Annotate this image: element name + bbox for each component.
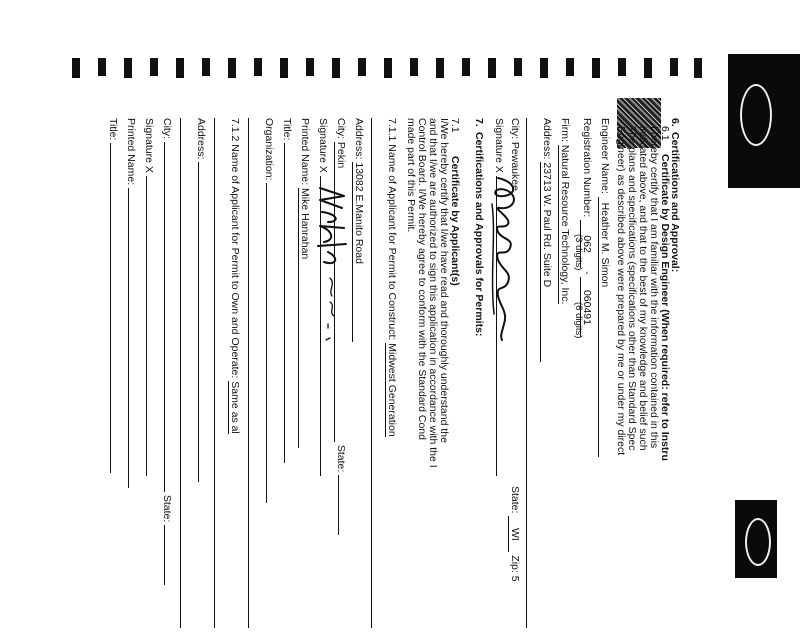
engineer-state-label: State: [509, 486, 521, 514]
applicant-line-3: Control Board. I/We hereby agree to conform with the Standard Cond [416, 118, 428, 440]
construct-label: 7.1.1 Name of Applicant for Permit to Construct: [386, 118, 398, 341]
engineer-state-value: WI [509, 527, 521, 541]
construct-title-row [282, 118, 293, 463]
engineer-address-field[interactable] [541, 162, 553, 362]
firm-label: Firm: [559, 118, 571, 142]
firm-field[interactable] [559, 145, 571, 305]
operate-separator [212, 118, 223, 638]
cert-design-line-1: I hereby certify that I am familiar with the information contained in this [648, 126, 660, 449]
org-separator [246, 118, 257, 638]
operate-label: 7.1.2 Name of Applicant for Permit to Own and Operate: [229, 118, 241, 379]
section-7-title: Certifications and Approvals for Permits: [473, 132, 485, 337]
engineer-address-label: Address: [541, 118, 553, 160]
engineer-signature [488, 174, 522, 344]
engineer-name-label: Engineer Name: [599, 118, 611, 194]
construct-address-field[interactable] [353, 162, 365, 342]
construct-title-field[interactable] [284, 143, 285, 463]
operate-row [229, 118, 241, 434]
form-page [100, 118, 680, 618]
construct-address-row [353, 118, 365, 342]
engineer-city-value[interactable]: Pewaukee [509, 141, 521, 191]
operate-address-separator [178, 118, 189, 638]
operate-title-field[interactable] [110, 143, 111, 473]
operate-address-label: Address: [195, 118, 207, 160]
construct-printed-field[interactable] [299, 188, 311, 448]
firm-row [559, 118, 571, 304]
construct-field[interactable] [386, 343, 398, 436]
construct-state-field[interactable] [338, 475, 339, 535]
construct-printed-row [299, 118, 311, 448]
registration-label: Registration Number: [581, 118, 593, 218]
operate-city-row [162, 118, 173, 585]
construct-address-value: 13082 E.Manito Road [353, 162, 365, 264]
operate-signature-line[interactable] [146, 176, 147, 476]
engineer-name-row [599, 118, 611, 457]
construct-org-row [264, 118, 275, 503]
engineer-address-value: 23713 W. Paul Rd. Suite D [541, 162, 553, 288]
firm-value: Natural Resource Technology, Inc. [559, 144, 571, 305]
construct-signature-label: Signature X [317, 118, 329, 173]
operate-state-label: State: [161, 494, 173, 523]
engineer-zip-value[interactable]: 5 [509, 575, 521, 582]
operate-address-row [196, 118, 207, 482]
construct-org-field[interactable] [266, 183, 267, 503]
engineer-separator [524, 118, 535, 638]
operate-printed-field[interactable] [128, 188, 129, 488]
engineer-signature-label: Signature X [493, 118, 505, 173]
applicant-number: 7.1 [449, 118, 461, 133]
applicant-heading: Certificate by Applicant(s) [449, 156, 461, 286]
engineer-city-label: City: [509, 118, 521, 139]
reg-prefix-hint: (3 digits) [573, 234, 584, 271]
construct-separator [369, 118, 380, 638]
binder-perforation [72, 58, 712, 80]
construct-city-value: Pekin [335, 141, 347, 169]
reg-number-hint: (6 digits) [573, 302, 584, 339]
construct-org-label: Organization: [263, 118, 275, 181]
operate-city-field[interactable] [164, 142, 165, 492]
cert-design-line-4: Engineer) as described above were prepared by me or under my direct [615, 126, 627, 456]
applicant-line-4: made part of this Permit. [405, 118, 417, 233]
cert-design-line-2: indicated above, and that to the best of my knowledge and belief such [637, 126, 649, 451]
cert-design-heading: Certificate by Design Engineer (When required: refer to Instru [659, 154, 671, 461]
operate-value: Same as al [229, 381, 241, 434]
engineer-state-field[interactable] [509, 516, 521, 552]
engineer-state-row [509, 486, 521, 582]
reg-prefix-value: 062 [581, 235, 593, 253]
operate-city-label: City: [161, 118, 173, 139]
applicant-line-2: and that I/we are authorized to sign this application in accordance with the I [427, 118, 439, 468]
operate-field[interactable] [229, 381, 241, 434]
operate-title-row [108, 118, 119, 473]
applicant-line-1: I/We hereby certify that I/we have read and thoroughly understand the [438, 118, 450, 443]
reg-dash: - [581, 271, 593, 275]
cert-design-number: 6.1 [659, 126, 671, 141]
applicant-signature [310, 182, 350, 352]
section-6-number: 6. [669, 118, 681, 127]
operate-signature-row [144, 118, 155, 476]
engineer-zip-label: Zip: [509, 555, 521, 573]
construct-state-label: State: [335, 444, 347, 473]
construct-title-label: Title: [281, 118, 293, 141]
construct-value: Midwest Generation [386, 343, 398, 437]
engineer-name-field[interactable] [599, 197, 611, 457]
engineer-name-value: Heather M. Simon [599, 202, 611, 288]
scan-edge-artifact-bottom [735, 500, 777, 578]
operate-printed-row [126, 118, 137, 488]
construct-printed-value: Mike Hanrahan [299, 188, 311, 260]
operate-printed-label: Printed Name: [125, 118, 137, 186]
cert-design-line-3: The plans and specifications (specifications other than Standard Spec [626, 126, 638, 451]
construct-address-label: Address: [353, 118, 365, 160]
scan-edge-artifact-top [728, 54, 800, 188]
reg-number-value: 060491 [581, 289, 593, 325]
operate-state-field[interactable] [164, 525, 165, 585]
construct-city-label: City: [335, 118, 347, 139]
section-7-number: 7. [473, 118, 485, 127]
construct-row [386, 118, 398, 437]
section-6-title: Certifications and Approval: [669, 132, 681, 273]
operate-title-label: Title: [107, 118, 119, 141]
operate-signature-label: Signature X [143, 118, 155, 173]
construct-printed-label: Printed Name: [299, 118, 311, 186]
engineer-address-row [541, 118, 553, 362]
operate-address-field[interactable] [198, 162, 199, 482]
